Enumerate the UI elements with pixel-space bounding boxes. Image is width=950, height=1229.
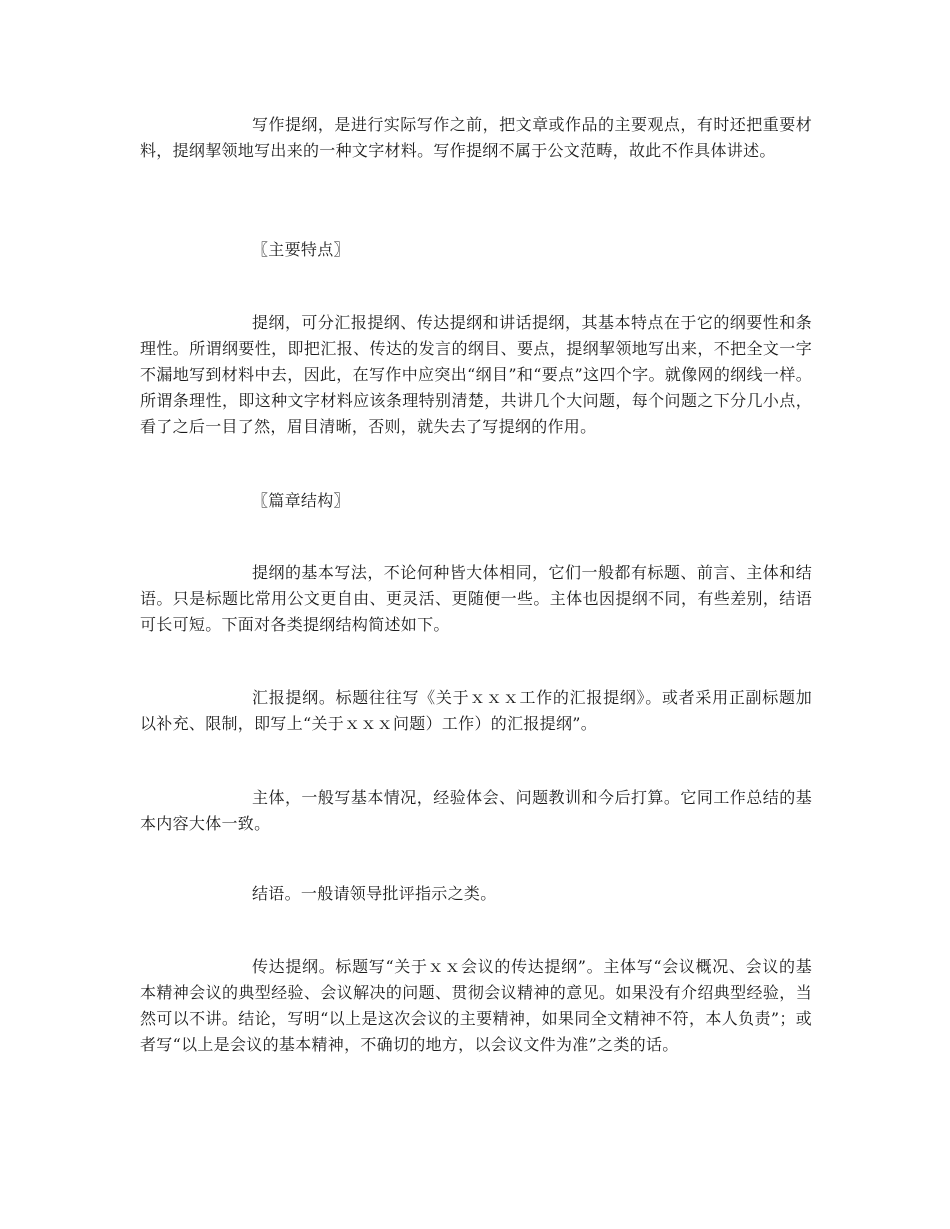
paragraph-intro: 写作提纲，是进行实际写作之前，把文章或作品的主要观点，有时还把重要材料，提纲挈领地写出来的一种文字材料。写作提纲不属于公文范畴，故此不作具体讲述。 (140, 115, 812, 160)
heading-main-features: 〖主要特点〗 (252, 240, 350, 259)
paragraph-relay-outline: 传达提纲。标题写“关于ｘｘ会议的传达提纲”。主体写“会议概况、会议的基本精神会议的典型经验、会议解决的问题、贯彻会议精神的意见。如果没有介绍典型经验，当然可以不讲。结论，写明“以上是这次会议的主要精神，如果同全文精神不符，本人负责”；或者写“以上是会议的基本精神，不确切的地方，以会议文件为准”之类的话。 (140, 957, 812, 1054)
heading-structure: 〖篇章结构〗 (252, 491, 350, 510)
paragraph-report-outline: 汇报提纲。标题往往写《关于ｘｘｘ工作的汇报提纲》。或者采用正副标题加以补充、限制，即写上“关于ｘｘｘ问题）工作）的汇报提纲”。 (140, 688, 812, 733)
paragraph-structure: 提纲的基本写法，不论何种皆大体相同，它们一般都有标题、前言、主体和结语。只是标题比常用公文更自由、更灵活、更随便一些。主体也因提纲不同，有些差别，结语可长可短。下面对各类提纲结构简述如下。 (140, 563, 812, 634)
paragraph-conclusion: 结语。一般请领导批评指示之类。 (252, 884, 497, 903)
paragraph-body: 主体，一般写基本情况，经验体会、问题教训和今后打算。它同工作总结的基本内容大体一致。 (140, 788, 812, 833)
paragraph-features: 提纲，可分汇报提纲、传达提纲和讲话提纲，其基本特点在于它的纲要性和条理性。所谓纲要性，即把汇报、传达的发言的纲目、要点，提纲挈领地写出来，不把全文一字不漏地写到材料中去，因此，在写作中应突出“纲目”和“要点”这四个字。就像网的纲线一样。所谓条理性，即这种文字材料应该条理特别清楚，共讲几个大问题，每个问题之下分几小点，看了之后一目了然，眉目清晰，否则，就失去了写提纲的作用。 (140, 313, 812, 436)
